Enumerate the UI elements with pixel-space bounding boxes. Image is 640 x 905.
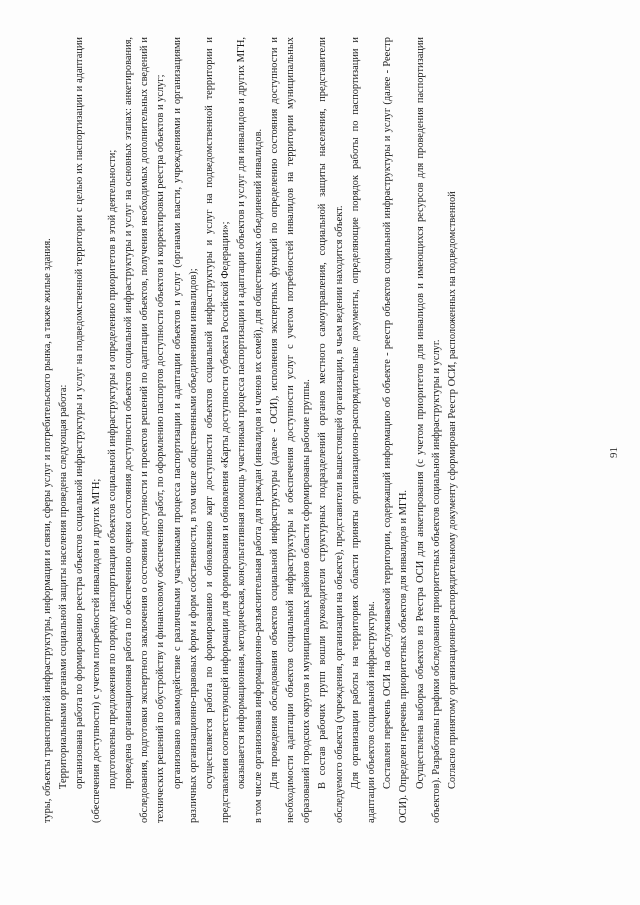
paragraph: проведена организационная работа по обеспечению оценки состояния доступности объектов социальной инфраструктуры и услуг на основных этапах: анкетирования, обследования, подготовки экспертного заключения о состоянии доступности и проектов решений по адаптации объектов, получения необходимых дополнительных сведений и технических решений по обустройству и финансовому обеспечению работ, по оформлению паспортов доступности объектов и корректировки реестра объектов и услуг;	[123, 37, 167, 823]
paragraph: Осуществлена выборка объектов из Реестра ОСИ для анкетирования (с учетом приоритетов для инвалидов и имеющихся ресурсов для проведения паспортизации объектов). Разработаны графики обследования приоритетных объектов социальной инфраструктуры и услуг.	[414, 37, 442, 823]
paragraph: организована работа по формированию реестра объектов социальной инфраструктуры и услуг на подведомственной территории с целью их паспортизации и адаптации (обеспечения доступности) с учетом потребностей инвалидов и других МГН;	[74, 37, 102, 823]
paragraph: Составлен перечень ОСИ на обслуживаемой территории, содержащий информацию об объекте - реестр объектов социальной инфраструктуры и услуг (далее - Реестр ОСИ). Определен перечень приоритетных объектов для инвалидов и МГН.	[382, 37, 410, 823]
paragraph: оказывается информационная, методическая, консультативная помощь участникам процесса паспортизации и адаптации объектов и услуг для инвалидов и других МГН, в том числе организована информационно-разъяснительная работа для граждан (инвалидов и членов их семей), для общественных объединений инвалидов.	[236, 37, 264, 823]
paragraph: подготовлены предложения по порядку паспортизации объектов социальной инфраструктуры и определению приоритетов в этой деятельности;	[106, 149, 118, 789]
paragraph: Согласно принятому организационно-распорядительному документу сформирован Реестр ОСИ, расположенных на подведомственной	[447, 191, 459, 789]
paragraph: В состав рабочих групп вошли руководители структурных подразделений органов местного самоуправления, социальной защиты населения, представители обследуемого объекта (учреждения, организации на объекте), представители вышестоящей организации, в чьем ведении находится объект.	[317, 37, 345, 823]
paragraph: Территориальными органами социальной защиты населения проведена следующая работа:	[58, 384, 70, 789]
paragraph: организовано взаимодействие с различными участниками процесса паспортизации и адаптации объектов и услуг (органами власти, учреждениями и организациями различных организационно-правовых форм и форм собственности, в том числе общественными объединениями инвалидов);	[171, 37, 199, 823]
paragraph: туры, объекты транспортной инфраструктуры, информации и связи, сферы услуг и потребительского рынка, а также жилые здания.	[42, 238, 53, 823]
body-text	[40, 37, 600, 823]
paragraph: Для проведения обследования объектов социальной инфраструктуры (далее - ОСИ), исполнения экспертных функций по определению состояния доступности и необходимости адаптации объектов социальной инфраструктуры и обеспечения доступности услуг с учетом потребностей инвалидов на территории муниципальных образований городских округов и муниципальных районов области сформированы рабочие группы.	[268, 37, 313, 823]
paragraph: осуществляется работа по формированию и обновлению карт доступности объектов социальной инфраструктуры и услуг на подведомственной территории и представления соответствующей информации для формирования и обновления «Карты доступности субъекта Российской Федерации»;	[204, 37, 232, 823]
page-number: 91	[608, 447, 620, 458]
paragraph: Для организации работы на территориях области приняты организационно-распорядительные документы, определяющие порядок работы по паспортизации и адаптации объектов социальной инфраструктуры.	[349, 37, 378, 823]
